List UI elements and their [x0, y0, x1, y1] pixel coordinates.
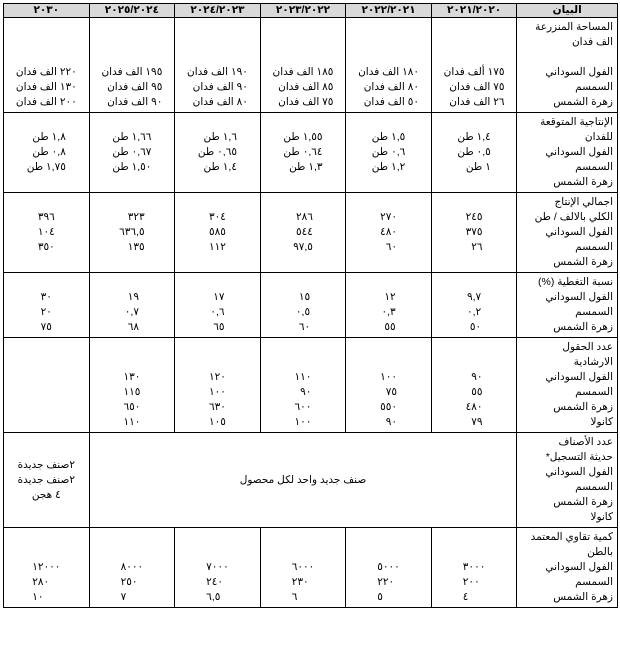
value-cell	[431, 528, 517, 608]
plan-table	[3, 3, 618, 608]
value: ٢صنف جديدة	[17, 458, 76, 471]
value: ٦,٥	[206, 591, 221, 603]
value-cell	[4, 433, 90, 528]
value: ٠,٧	[124, 306, 139, 318]
value: ١١٠	[294, 371, 312, 383]
value: ٢٠	[40, 306, 52, 318]
label-line: الفول السوداني	[545, 146, 613, 158]
value: ٢٨٠	[32, 576, 50, 588]
value-cell	[431, 193, 517, 273]
row-label	[517, 528, 618, 608]
value-cell	[89, 193, 175, 273]
value: ٢صنف جديدة	[17, 473, 76, 486]
value: ٦٥٠	[123, 401, 141, 413]
value: ٢٢٠	[377, 576, 395, 588]
header-year: ٢٠٣٠	[4, 4, 90, 18]
value: ٢٦ الف فدان	[449, 96, 505, 108]
value: ١٢٠	[208, 371, 226, 383]
label-line: الفول السوداني	[545, 291, 613, 303]
value-cell	[431, 113, 517, 193]
value: ٥٠٠٠	[377, 561, 400, 573]
label-line: كمية تقاوي المعتمد	[530, 531, 613, 543]
value-cell	[346, 338, 432, 433]
header-year: ٢٠٢١/٢٠٢٠	[431, 4, 517, 18]
row-label	[517, 433, 618, 528]
label-line: بالطن	[587, 546, 613, 558]
row-label	[517, 113, 618, 193]
value: ٩٠ الف فدان	[192, 81, 248, 93]
value: ١,٧٥ طن	[26, 161, 66, 173]
value: ١٩٠ الف فدان	[186, 66, 248, 78]
value-cell	[175, 193, 261, 273]
value: ١٠٠	[294, 416, 312, 428]
value: ١,٤ طن	[457, 131, 491, 143]
value-cell	[431, 338, 517, 433]
value: ٨٥ الف فدان	[278, 81, 334, 93]
value: ٩٠ الف فدان	[107, 96, 163, 108]
label-line: زهرة الشمس	[553, 96, 613, 108]
value: ٢٢٠ الف فدان	[15, 66, 77, 78]
label-line: السمسم	[575, 481, 613, 493]
value-cell	[4, 18, 90, 113]
label-line: زهرة الشمس	[553, 496, 613, 508]
value: ١ طن	[465, 161, 491, 173]
value: ٥٥	[471, 386, 483, 398]
label-line: الفول السوداني	[545, 561, 613, 573]
section-row-varieties	[4, 433, 618, 528]
label-line: حديثة التسجيل*	[545, 451, 613, 463]
value-cell	[4, 193, 90, 273]
value: ٦٠٠٠	[291, 561, 315, 573]
value: ١٠	[32, 591, 44, 603]
label-line: السمسم	[575, 386, 613, 398]
label-line: الإنتاجية المتوقعة	[540, 116, 613, 128]
value: ٦٣٦,٥	[119, 226, 145, 238]
label-line: عدد الحقول	[562, 341, 613, 353]
value: ٠,٦٥ طن	[197, 146, 237, 158]
label-line	[521, 50, 613, 65]
value: ٧٩	[471, 416, 483, 428]
header-row	[4, 4, 618, 18]
value-cell	[4, 273, 90, 338]
value: ١,٥٥ طن	[283, 131, 323, 143]
value: ١,٣ طن	[289, 161, 323, 173]
label-line: المساحة المنزرعة	[535, 21, 613, 33]
value: ١٠٠	[208, 386, 226, 398]
value: ٥٥٠	[380, 401, 397, 413]
value: ٤٨٠	[465, 401, 483, 413]
value: ٠,٣	[381, 306, 396, 318]
value-cell	[260, 273, 346, 338]
value: ٤ هجن	[31, 488, 61, 501]
label-line: زهرة الشمس	[553, 591, 613, 603]
value: ٦٥	[213, 321, 225, 333]
value: ٦٠٠	[294, 401, 312, 413]
value: ٧٠٠٠	[206, 561, 229, 573]
value: ٥٥	[384, 321, 396, 333]
value-cell	[260, 338, 346, 433]
section-row-seeds	[4, 528, 618, 608]
value: ٦٨	[127, 321, 139, 333]
value: ٣٠٤	[208, 211, 226, 223]
value: ٩٠	[385, 416, 397, 428]
value: ١٩	[127, 291, 139, 303]
value: ١,٥٠ طن	[112, 161, 152, 173]
label-line: الفول السوداني	[545, 466, 613, 478]
label-line: السمسم	[575, 306, 613, 318]
value: ١٠٠	[380, 371, 397, 383]
value-cell	[89, 338, 175, 433]
value: ٢٠٠ الف فدان	[15, 96, 77, 108]
label-line: زهرة الشمس	[553, 401, 613, 413]
value: ١,٥ طن	[371, 131, 406, 143]
merged-varieties-text: صنف جديد واحد لكل محصول	[89, 433, 517, 528]
value: ٦٠	[385, 241, 397, 253]
label-line: الفول السوداني	[545, 371, 613, 383]
value: ٥٠	[469, 321, 482, 333]
value: ٢٦	[471, 241, 483, 253]
value: ٧٥	[40, 321, 52, 333]
value: ٧٥	[385, 386, 397, 398]
label-line: زهرة الشمس	[553, 256, 613, 268]
value: ٦	[291, 591, 298, 603]
value: ٢٤٥	[465, 211, 483, 223]
value-cell	[175, 113, 261, 193]
value-cell	[89, 528, 175, 608]
value: ١٣٠ الف فدان	[15, 81, 77, 93]
label-line: الف فدان	[571, 36, 613, 48]
value: ٠,٦٤ طن	[283, 146, 323, 158]
value: ٢٧٠	[380, 211, 397, 223]
label-line: الكلي بالالف / طن	[534, 211, 613, 223]
value: ٢٣٠	[291, 576, 309, 588]
label-line: الارشادية	[573, 356, 613, 368]
section-row-productivity	[4, 113, 618, 193]
header-year: ٢٠٢٤/٢٠٢٣	[175, 4, 261, 18]
value: ٩٥ الف فدان	[107, 81, 163, 93]
value: ٣٠٠٠	[462, 561, 486, 573]
value: ٧٥ الف فدان	[449, 81, 505, 93]
value: ٧	[120, 591, 127, 603]
value: ١٥	[298, 291, 311, 303]
label-line: السمسم	[575, 576, 613, 588]
label-line: نسبة التغطية (%)	[537, 276, 613, 288]
row-label	[517, 273, 618, 338]
value: ٠,٨ طن	[32, 146, 66, 158]
value: ١٧٥ ألف فدان	[443, 66, 505, 78]
header-year: ٢٠٢٢/٢٠٢١	[346, 4, 432, 18]
row-label	[517, 18, 618, 113]
value: ٥٤٤	[295, 226, 313, 238]
value: ١١٢	[208, 241, 226, 253]
value: ١٣٠	[123, 371, 141, 383]
value-cell	[4, 528, 90, 608]
value-cell	[175, 273, 261, 338]
value: ٢٠٠	[462, 576, 480, 588]
value: ٠,٢	[466, 306, 482, 318]
value: ٠,٦ طن	[371, 146, 406, 158]
value: ٨٠ الف فدان	[363, 81, 419, 93]
value: ١٩٥ الف فدان	[101, 66, 163, 78]
label-line: كانولا	[590, 511, 613, 523]
label-line: عدد الأصناف	[558, 436, 613, 448]
value: ١٢٠٠٠	[32, 561, 61, 573]
label-line: كانولا	[590, 416, 613, 428]
value: ١,٨ طن	[32, 131, 66, 143]
value: ١٢	[384, 291, 396, 303]
value: ٤	[462, 591, 469, 603]
label-line: الفول السوداني	[545, 66, 613, 78]
value-cell	[4, 338, 90, 433]
row-label	[517, 193, 618, 273]
value: ٠,٥ طن	[457, 146, 491, 158]
value-cell	[175, 528, 261, 608]
label-line: الفول السوداني	[545, 226, 613, 238]
value-cell	[260, 113, 346, 193]
value: ٥	[377, 591, 383, 603]
value-cell	[431, 273, 517, 338]
value: ٢٤٠	[206, 576, 224, 588]
value-cell	[260, 193, 346, 273]
value: ٣٩٦	[37, 211, 55, 223]
value: ٩٧,٥	[293, 241, 313, 253]
value: ٨٠٠٠	[120, 561, 144, 573]
value: ٥٠ الف فدان	[363, 96, 419, 108]
value-cell	[89, 273, 175, 338]
label-line: زهرة الشمس	[553, 176, 613, 188]
header-year: ٢٠٢٥/٢٠٢٤	[89, 4, 175, 18]
value: ٠,٦٧ طن	[112, 146, 152, 158]
value: ٨٠ الف فدان	[192, 96, 248, 108]
value: ١٧	[213, 291, 225, 303]
value: ٦٣٠	[208, 401, 226, 413]
value-cell	[260, 528, 346, 608]
value: ٢٥٠	[120, 576, 138, 588]
value: ١٠٥	[208, 416, 226, 428]
value: ١٨٥ الف فدان	[272, 66, 334, 78]
value: ٥٨٥	[208, 226, 226, 238]
value-cell	[4, 113, 90, 193]
value: ١,٢ طن	[371, 161, 406, 173]
row-label	[517, 338, 618, 433]
section-row-area	[4, 18, 618, 113]
header-year: ٢٠٢٣/٢٠٢٢	[260, 4, 346, 18]
value: ٩٠	[471, 371, 483, 383]
value: ٧٥ الف فدان	[278, 96, 334, 108]
value-cell	[431, 18, 517, 113]
value-cell	[89, 113, 175, 193]
value-cell	[175, 338, 261, 433]
label-line: السمسم	[575, 81, 613, 93]
value: ١٠٤	[37, 226, 55, 238]
value: ٣٥٠	[37, 241, 55, 253]
value: ٣٧٥	[465, 226, 483, 238]
value-cell	[346, 18, 432, 113]
value: ٣٢٣	[127, 211, 145, 223]
label-line: السمسم	[575, 241, 613, 253]
value: ٢٨٦	[295, 211, 313, 223]
section-row-extension-fields	[4, 338, 618, 433]
label-line: اجمالي الإنتاج	[554, 196, 613, 208]
value: ١,٦ طن	[203, 131, 237, 143]
label-line: السمسم	[575, 161, 613, 173]
value: ٩,٧	[466, 291, 482, 303]
value: ٠,٥	[295, 306, 311, 318]
value-cell	[346, 193, 432, 273]
label-line: زهرة الشمس	[553, 321, 613, 333]
value: ١٣٥	[127, 241, 145, 253]
value-cell	[89, 18, 175, 113]
value: ١٨٠ الف فدان	[358, 66, 419, 78]
value-cell	[260, 18, 346, 113]
value-cell	[346, 273, 432, 338]
value: ٣٠	[40, 291, 52, 303]
value-cell	[346, 528, 432, 608]
value: ١١٥	[123, 386, 141, 398]
value: ٤٨٠	[380, 226, 397, 238]
section-row-coverage	[4, 273, 618, 338]
label-line: للفدان	[584, 131, 613, 143]
section-row-total-production	[4, 193, 618, 273]
value-cell	[175, 18, 261, 113]
value: ١,٦٦ طن	[112, 131, 152, 143]
value: ٦٠	[298, 321, 311, 333]
value: ٠,٦	[210, 306, 225, 318]
value: ١,٤ طن	[203, 161, 237, 173]
value-cell	[346, 113, 432, 193]
value: ١١٠	[123, 416, 141, 428]
value: ٩٠	[300, 386, 312, 398]
header-label: البيان	[517, 4, 618, 18]
